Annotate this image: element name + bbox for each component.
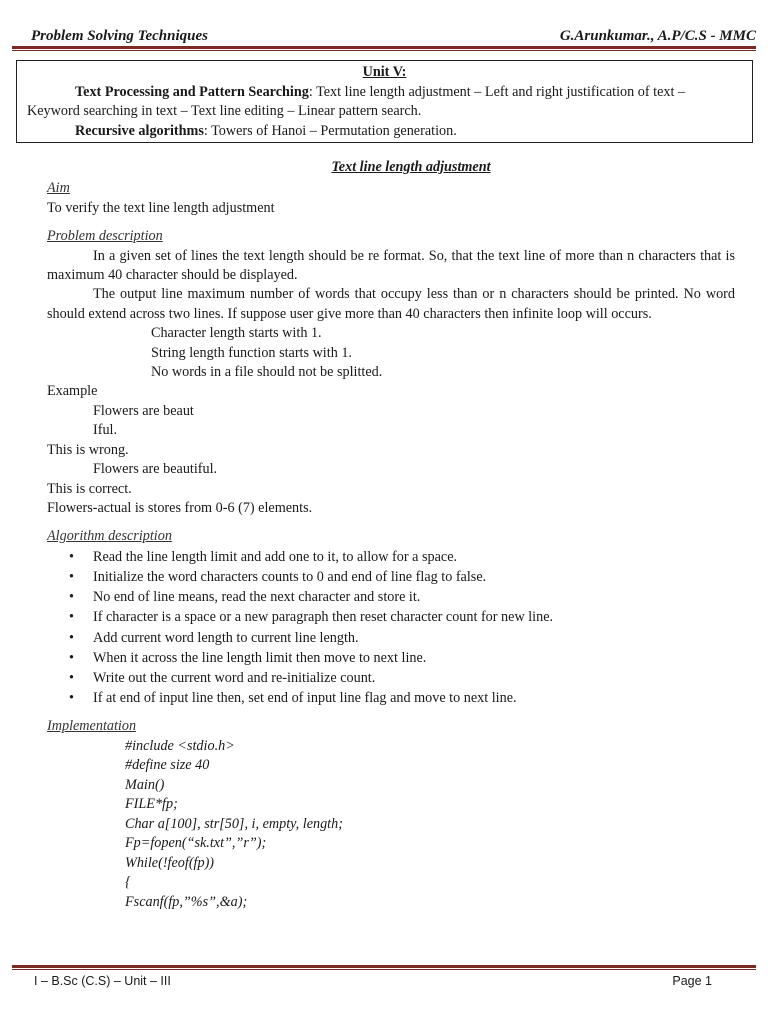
problem-note-3: No words in a file should not be splitted. <box>151 364 383 381</box>
footer-course: I – B.Sc (C.S) – Unit – III <box>34 974 171 988</box>
example-line-3: Flowers are beautiful. <box>93 461 218 478</box>
step-text: Add current word length to current line length. <box>93 629 359 646</box>
list-item <box>69 648 735 668</box>
code-line: #include <stdio.h> <box>125 737 235 754</box>
footer-rule <box>12 965 756 968</box>
code-line: Char a[100], str[50], i, empty, length; <box>125 815 343 832</box>
header-author: G.Arunkumar., A.P/C.S - MMC <box>559 28 756 44</box>
page-content <box>47 158 735 912</box>
unit-line-1 <box>17 83 752 103</box>
code-line: Main() <box>125 776 165 793</box>
step-text: Read the line length limit and add one to it, to allow for a space. <box>93 548 458 565</box>
list-item <box>69 547 735 567</box>
list-item <box>69 688 735 708</box>
unit-recursive-text: : Towers of Hanoi – Permutation generation. <box>203 122 457 139</box>
step-text: When it across the line length limit then move to next line. <box>93 649 427 666</box>
header-rule <box>12 46 756 49</box>
problem-para-1: In a given set of lines the text length should be re format. So, that the text line of more than n characters that is maximum 40 character should be displayed. <box>47 247 735 284</box>
example-line-2: Iful. <box>93 422 118 439</box>
bullet-icon: • <box>69 548 74 565</box>
unit-recursive-bold: Recursive algorithms <box>75 122 204 139</box>
bullet-icon: • <box>69 669 74 686</box>
example-label: Example <box>47 383 98 400</box>
header-course-title: Problem Solving Techniques <box>31 28 208 44</box>
unit-title: Unit V: <box>362 64 407 80</box>
problem-note-2: String length function starts with 1. <box>151 344 352 361</box>
step-text: If character is a space or a new paragraph then reset character count for new line. <box>93 609 554 626</box>
unit-syllabus-box <box>16 60 753 143</box>
aim-heading: Aim <box>47 180 70 197</box>
code-line: While(!feof(fp)) <box>125 854 215 871</box>
aim-text: To verify the text line length adjustment <box>47 199 275 216</box>
footer-rule-thin <box>12 969 756 970</box>
unit-line-3 <box>17 122 752 142</box>
page-header <box>31 28 756 48</box>
step-text: Initialize the word characters counts to 0 and end of line flag to false. <box>93 568 487 585</box>
bullet-icon: • <box>69 629 74 646</box>
problem-heading: Problem description <box>47 228 163 245</box>
section-title: Text line length adjustment <box>331 159 491 175</box>
bullet-icon: • <box>69 690 74 707</box>
step-text: Write out the current word and re-initialize count. <box>93 669 376 686</box>
list-item <box>69 567 735 587</box>
code-line: Fscanf(fp,”%s”,&a); <box>125 893 248 910</box>
list-item <box>69 668 735 688</box>
page-footer <box>34 974 712 988</box>
bullet-icon: • <box>69 609 74 626</box>
code-line: { <box>125 874 131 891</box>
flowers-note: Flowers-actual is stores from 0-6 (7) elements. <box>47 499 313 516</box>
step-text: If at end of input line then, set end of input line flag and move to next line. <box>93 690 517 707</box>
code-line: Fp=fopen(“sk.txt”,”r”); <box>125 835 267 852</box>
implementation-heading: Implementation <box>47 718 137 735</box>
algorithm-heading: Algorithm description <box>47 528 172 545</box>
problem-para-2: The output line maximum number of words that occupy less than or n characters should be printed. No word should extend across two lines. If suppose user give more than 40 characters then infinite loop will occurs. <box>47 286 735 322</box>
bullet-icon: • <box>69 568 74 585</box>
list-item <box>69 607 735 627</box>
code-line: #define size 40 <box>125 757 210 774</box>
unit-line-2: Keyword searching in text – Text line editing – Linear pattern search. <box>27 103 422 119</box>
algorithm-steps-list <box>47 547 735 709</box>
example-line-1: Flowers are beaut <box>93 402 194 419</box>
example-wrong: This is wrong. <box>47 441 129 458</box>
bullet-icon: • <box>69 649 74 666</box>
list-item <box>69 628 735 648</box>
code-line: FILE*fp; <box>125 796 178 813</box>
list-item <box>69 587 735 607</box>
header-rule-thin <box>12 50 756 51</box>
unit-topic-text: : Text line length adjustment – Left and right justification of text – <box>308 83 686 100</box>
unit-topic-bold: Text Processing and Pattern Searching <box>75 83 309 100</box>
page-number: Page 1 <box>672 974 712 988</box>
step-text: No end of line means, read the next character and store it. <box>93 589 421 606</box>
problem-note-1: Character length starts with 1. <box>151 325 322 342</box>
example-correct: This is correct. <box>47 480 132 497</box>
bullet-icon: • <box>69 589 74 606</box>
